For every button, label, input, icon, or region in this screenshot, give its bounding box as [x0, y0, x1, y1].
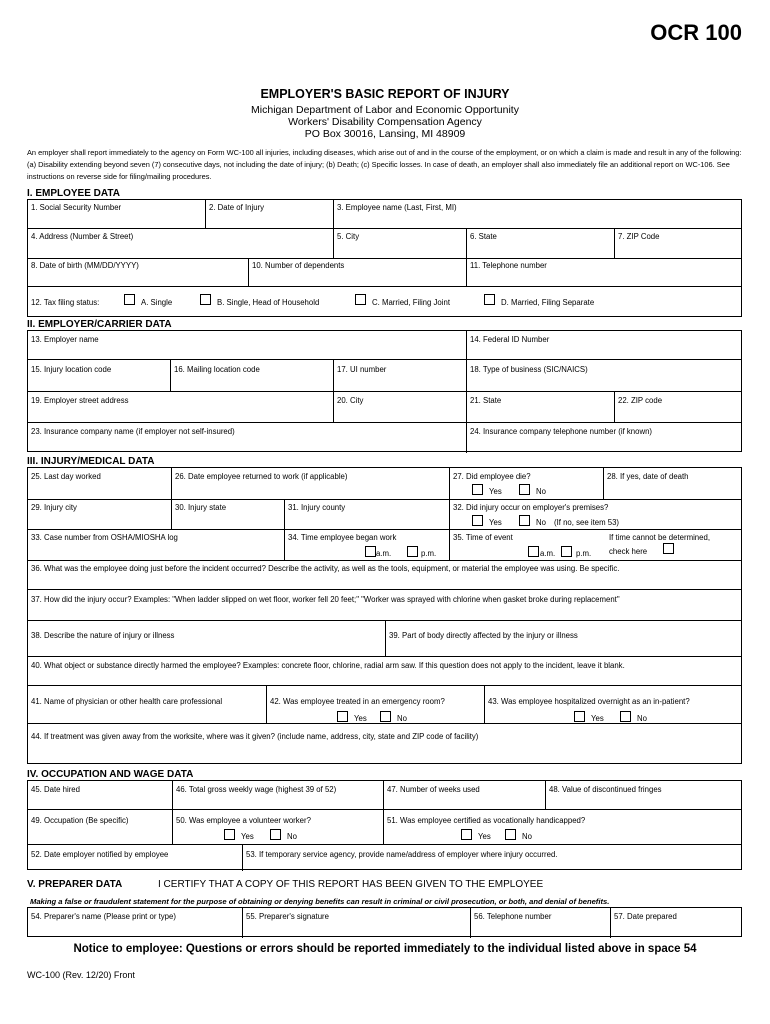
field-discontinued-fringes[interactable]: 48. Value of discontinued fringes [549, 785, 662, 794]
field-preparer-name[interactable]: 54. Preparer's name (Please print or type) [31, 912, 176, 921]
certify-statement: I CERTIFY THAT A COPY OF THIS REPORT HAS BEEN GIVEN TO THE EMPLOYEE [158, 879, 544, 890]
option-event-am: a.m. [540, 549, 556, 558]
field-temp-agency[interactable]: 53. If temporary service agency, provide name/address of employer where injury occurred. [246, 850, 558, 859]
field-address[interactable]: 4. Address (Number & Street) [31, 232, 134, 241]
field-treatment-location[interactable]: 44. If treatment was given away from the worksite, where was it given? (include name, address, city, state and ZIP code of facility) [31, 732, 479, 741]
field-how-injury-occurred[interactable]: 37. How did the injury occur? Examples: "When ladder slipped on wet floor, worker fell 20 feet;" "Worker was sprayed with chlorine when gasket broke during replacement" [31, 595, 620, 604]
premises-note: (If no, see item 53) [554, 518, 620, 527]
field-insurance-name[interactable]: 23. Insurance company name (if employer not self-insured) [31, 427, 235, 436]
option-began-pm: p.m. [421, 549, 437, 558]
form-footer: WC-100 (Rev. 12/20) Front [27, 970, 135, 980]
section-injury-heading: III. INJURY/MEDICAL DATA [27, 456, 155, 467]
checkbox-began-am[interactable] [365, 546, 376, 557]
field-employer-city[interactable]: 20. City [337, 396, 364, 405]
field-date-notified[interactable]: 52. Date employer notified by employee [31, 850, 169, 859]
fraud-warning: Making a false or fraudulent statement for the purpose of obtaining or denying benefits can result in criminal or civil prosecution, or both, and denial of benefits. [30, 897, 610, 906]
checkbox-volunteer-no[interactable] [270, 829, 281, 840]
field-state[interactable]: 6. State [470, 232, 497, 241]
field-activity-before[interactable]: 36. What was the employee doing just before the incident occurred? Describe the activity, as well as the tools, equipment, or material the employee was using. Be specific. [31, 564, 620, 573]
field-injury-location-code[interactable]: 15. Injury location code [31, 365, 112, 374]
field-time-began-work: 34. Time employee began work [288, 533, 397, 542]
checkbox-die-yes[interactable] [472, 484, 483, 495]
option-die-yes: Yes [489, 487, 502, 496]
field-vocationally-handicapped: 51. Was employee certified as vocationally handicapped? [387, 816, 586, 825]
option-head-of-household: B. Single, Head of Household [217, 298, 320, 307]
field-employer-state[interactable]: 21. State [470, 396, 502, 405]
field-employer-name[interactable]: 13. Employer name [31, 335, 99, 344]
option-handicapped-yes: Yes [478, 832, 491, 841]
option-event-pm: p.m. [576, 549, 592, 558]
preparer-data-box [27, 907, 742, 937]
form-title: EMPLOYER'S BASIC REPORT OF INJURY [260, 87, 510, 101]
field-date-of-birth[interactable]: 8. Date of birth (MM/DD/YYYY) [31, 261, 139, 270]
injury-data-box [27, 467, 742, 764]
option-er-yes: Yes [354, 714, 367, 723]
field-business-type[interactable]: 18. Type of business (SIC/NAICS) [470, 365, 588, 374]
field-employer-street[interactable]: 19. Employer street address [31, 396, 129, 405]
field-mailing-location-code[interactable]: 16. Mailing location code [174, 365, 260, 374]
field-injury-state[interactable]: 30. Injury state [175, 503, 227, 512]
section-preparer-heading: V. PREPARER DATA [27, 879, 123, 890]
checkbox-head-of-household[interactable] [200, 294, 211, 305]
option-premises-no: No [536, 518, 546, 527]
field-weeks-used[interactable]: 47. Number of weeks used [387, 785, 480, 794]
checkbox-single[interactable] [124, 294, 135, 305]
checkbox-handicapped-yes[interactable] [461, 829, 472, 840]
checkbox-time-undetermined[interactable] [663, 543, 674, 554]
field-return-to-work[interactable]: 26. Date employee returned to work (if applicable) [175, 472, 348, 481]
section-occupation-heading: IV. OCCUPATION AND WAGE DATA [27, 769, 194, 780]
field-insurance-phone[interactable]: 24. Insurance company telephone number (if known) [470, 427, 653, 436]
checkbox-die-no[interactable] [519, 484, 530, 495]
agency-line-2: Workers' Disability Compensation Agency [288, 116, 482, 128]
field-hospitalized: 43. Was employee hospitalized overnight as an in-patient? [488, 697, 690, 706]
field-federal-id[interactable]: 14. Federal ID Number [470, 335, 550, 344]
notice-to-employee: Notice to employee: Questions or errors should be reported immediately to the individual listed above in space 54 [73, 943, 697, 955]
field-employer-zip[interactable]: 22. ZIP code [618, 396, 663, 405]
checkbox-event-am[interactable] [528, 546, 539, 557]
checkbox-event-pm[interactable] [561, 546, 572, 557]
time-undetermined-note: If time cannot be determined, [609, 533, 710, 542]
checkbox-er-no[interactable] [380, 711, 391, 722]
checkbox-er-yes[interactable] [337, 711, 348, 722]
field-nature-of-injury[interactable]: 38. Describe the nature of injury or illness [31, 631, 175, 640]
field-date-of-injury[interactable]: 2. Date of Injury [209, 203, 265, 212]
checkbox-hospital-yes[interactable] [574, 711, 585, 722]
option-married-joint: C. Married, Filing Joint [372, 298, 450, 307]
checkbox-volunteer-yes[interactable] [224, 829, 235, 840]
field-physician-name[interactable]: 41. Name of physician or other health care professional [31, 697, 223, 706]
field-date-prepared[interactable]: 57. Date prepared [614, 912, 677, 921]
option-hospital-no: No [637, 714, 647, 723]
employee-data-box [27, 199, 742, 317]
form-code: OCR 100 [650, 20, 742, 45]
checkbox-premises-no[interactable] [519, 515, 530, 526]
field-employee-die: 27. Did employee die? [453, 472, 531, 481]
option-handicapped-no: No [522, 832, 532, 841]
field-on-premises: 32. Did injury occur on employer's premises? [453, 503, 609, 512]
field-date-of-death[interactable]: 28. If yes, date of death [607, 472, 689, 481]
option-single: A. Single [141, 298, 173, 307]
occupation-data-box [27, 780, 742, 870]
field-time-of-event: 35. Time of event [453, 533, 513, 542]
field-weekly-wage[interactable]: 46. Total gross weekly wage (highest 39 of 52) [176, 785, 337, 794]
field-zip[interactable]: 7. ZIP Code [618, 232, 660, 241]
option-premises-yes: Yes [489, 518, 502, 527]
field-last-day-worked[interactable]: 25. Last day worked [31, 472, 101, 481]
field-volunteer: 50. Was employee a volunteer worker? [176, 816, 311, 825]
field-tax-status: 12. Tax filing status: [31, 298, 100, 307]
field-date-hired[interactable]: 45. Date hired [31, 785, 80, 794]
field-ssn[interactable]: 1. Social Security Number [31, 203, 122, 212]
field-occupation[interactable]: 49. Occupation (Be specific) [31, 816, 129, 825]
field-ui-number[interactable]: 17. UI number [337, 365, 387, 374]
option-die-no: No [536, 487, 546, 496]
option-hospital-yes: Yes [591, 714, 604, 723]
option-volunteer-no: No [287, 832, 297, 841]
field-city[interactable]: 5. City [337, 232, 360, 241]
section-employer-heading: II. EMPLOYER/CARRIER DATA [27, 319, 172, 330]
option-er-no: No [397, 714, 407, 723]
agency-line-3: PO Box 30016, Lansing, MI 48909 [304, 128, 466, 140]
field-body-part[interactable]: 39. Part of body directly affected by the injury or illness [389, 631, 578, 640]
field-injury-city[interactable]: 29. Injury city [31, 503, 77, 512]
checkbox-married-joint[interactable] [355, 294, 366, 305]
field-telephone[interactable]: 11. Telephone number [470, 261, 547, 270]
checkbox-premises-yes[interactable] [472, 515, 483, 526]
checkbox-hospital-no[interactable] [620, 711, 631, 722]
checkbox-began-pm[interactable] [407, 546, 418, 557]
option-volunteer-yes: Yes [241, 832, 254, 841]
option-married-separate: D. Married, Filing Separate [501, 298, 595, 307]
field-preparer-signature[interactable]: 55. Preparer's signature [246, 912, 329, 921]
intro-text: An employer shall report immediately to the agency on Form WC-100 all injuries, including diseases, which arise out of and in the course of the employment, or on which a claim is made and result in any of the following: (a) Disability extending beyond seven (7) consecutive days, not including the date of injury; (b) Death; (c) Specific losses. In case of death, an employer shall also immediately file an additional report on WC-106. See instructions on reverse side for filing/mailing procedures. [27, 148, 742, 181]
field-preparer-phone[interactable]: 56. Telephone number [474, 912, 552, 921]
field-osha-case-number[interactable]: 33. Case number from OSHA/MIOSHA log [31, 533, 178, 542]
field-emergency-room: 42. Was employee treated in an emergency room? [270, 697, 445, 706]
checkbox-handicapped-no[interactable] [505, 829, 516, 840]
time-undetermined-check: check here [609, 547, 648, 556]
employer-data-box [27, 330, 742, 452]
section-employee-heading: I. EMPLOYEE DATA [27, 188, 120, 199]
field-injury-county[interactable]: 31. Injury county [288, 503, 346, 512]
field-object-substance[interactable]: 40. What object or substance directly harmed the employee? Examples: concrete floor, chlorine, radial arm saw. If this question does not apply to the incident, leave it blank. [31, 661, 625, 670]
checkbox-married-separate[interactable] [484, 294, 495, 305]
field-employee-name[interactable]: 3. Employee name (Last, First, MI) [337, 203, 457, 212]
agency-line-1: Michigan Department of Labor and Economic Opportunity [251, 104, 519, 116]
field-dependents[interactable]: 10. Number of dependents [252, 261, 345, 270]
option-began-am: a.m. [376, 549, 392, 558]
